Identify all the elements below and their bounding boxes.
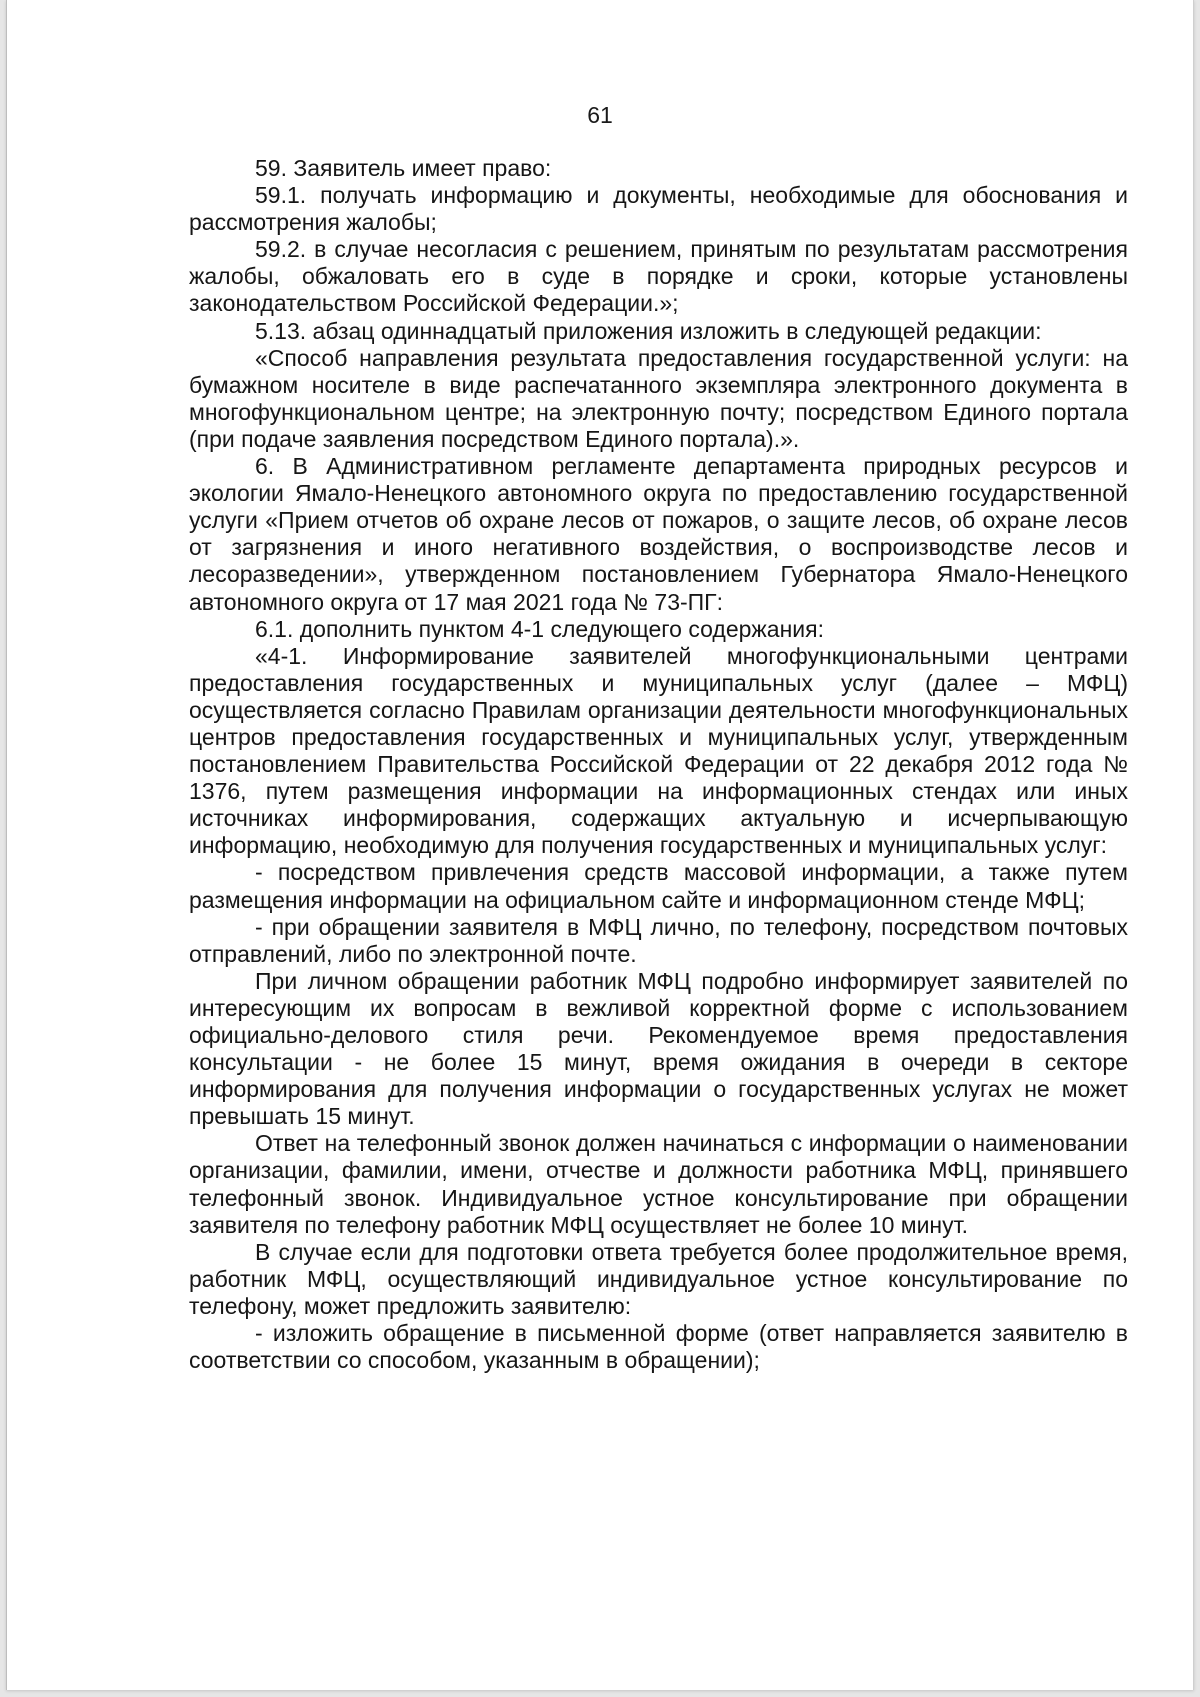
paragraph-6: 6. В Административном регламенте департамента природных ресурсов и экологии Ямало-Ненецкого автономного округа по предоставлению государственной услуги «Прием отчетов об охране лесов от пожаров, о защите лесов, об охране лесов от загрязнения и иного негативного воздействия, о воспроизводстве лесов и лесоразведении», утвержденном постановлением Губернатора Ямало-Ненецкого автономного округа от 17 мая 2021 года № 73-ПГ: [189, 453, 1128, 615]
paragraph-5-13: 5.13. абзац одиннадцатый приложения изложить в следующей редакции: [255, 317, 1042, 344]
paragraph-59: 59. Заявитель имеет право: [255, 155, 552, 181]
paragraph-59-1: 59.1. получать информацию и документы, необходимые для обоснования и рассмотрения жалобы; [189, 182, 1128, 236]
page-number: 61 [587, 102, 613, 128]
paragraph-6-1: 6.1. дополнить пунктом 4-1 следующего содержания: [255, 615, 824, 642]
paragraph-59-2: 59.2. в случае несогласия с решением, принятым по результатам рассмотрения жалобы, обжаловать его в суде в порядке и сроки, которые установлены законодательством Российской Федерации.»; [189, 236, 1128, 317]
document-page [6, 0, 1194, 1690]
paragraph-4-1: «4-1. Информирование заявителей многофункциональными центрами предоставления государственных и муниципальных услуг (далее – МФЦ) осуществляется согласно Правилам организации деятельности многофункциональных центров предоставления государственных и муниципальных услуг, утвержденным постановлением Правительства Российской Федерации от 22 декабря 2012 года № 1376, путем размещения информации на информационных стендах или иных источниках информирования, содержащих актуальную и исчерпывающую информацию, необходимую для получения государственных и муниципальных услуг: [189, 642, 1128, 859]
paragraph-result-delivery-method: «Способ направления результата предоставления государственной услуги: на бумажном носителе в виде распечатанного экземпляра электронного документа в многофункциональном центре; на электронную почту; посредством Единого портала (при подаче заявления посредством Единого портала).». [189, 344, 1128, 452]
paragraph-personal-consultation: При личном обращении работник МФЦ подробно информирует заявителей по интересующим их вопросам в вежливой корректной форме с использованием официально-делового стиля речи. Рекомендуемое время предоставления консультации - не более 15 минут, время ожидания в очереди в секторе информирования для получения информации о государственных услугах не может превышать 15 минут. [189, 967, 1128, 1130]
document-body [189, 155, 1128, 1374]
paragraph-longer-time: В случае если для подготовки ответа требуется более продолжительное время, работник МФЦ, осуществляющий индивидуальное устное консультирование по телефону, может предложить заявителю: [189, 1238, 1128, 1319]
paragraph-mass-media-item: - посредством привлечения средств массовой информации, а также путем размещения информации на официальном сайте и информационном стенде МФЦ; [189, 859, 1128, 913]
paragraph-written-form-item: - изложить обращение в письменной форме (ответ направляется заявителю в соответствии со способом, указанным в обращении); [189, 1320, 1128, 1374]
paragraph-phone-call: Ответ на телефонный звонок должен начинаться с информации о наименовании организации, фамилии, имени, отчестве и должности работника МФЦ, принявшего телефонный звонок. Индивидуальное устное консультирование при обращении заявителя по телефону работник МФЦ осуществляет не более 10 минут. [189, 1130, 1128, 1238]
paragraph-personal-contact-item: - при обращении заявителя в МФЦ лично, по телефону, посредством почтовых отправлений, либо по электронной почте. [189, 913, 1128, 967]
